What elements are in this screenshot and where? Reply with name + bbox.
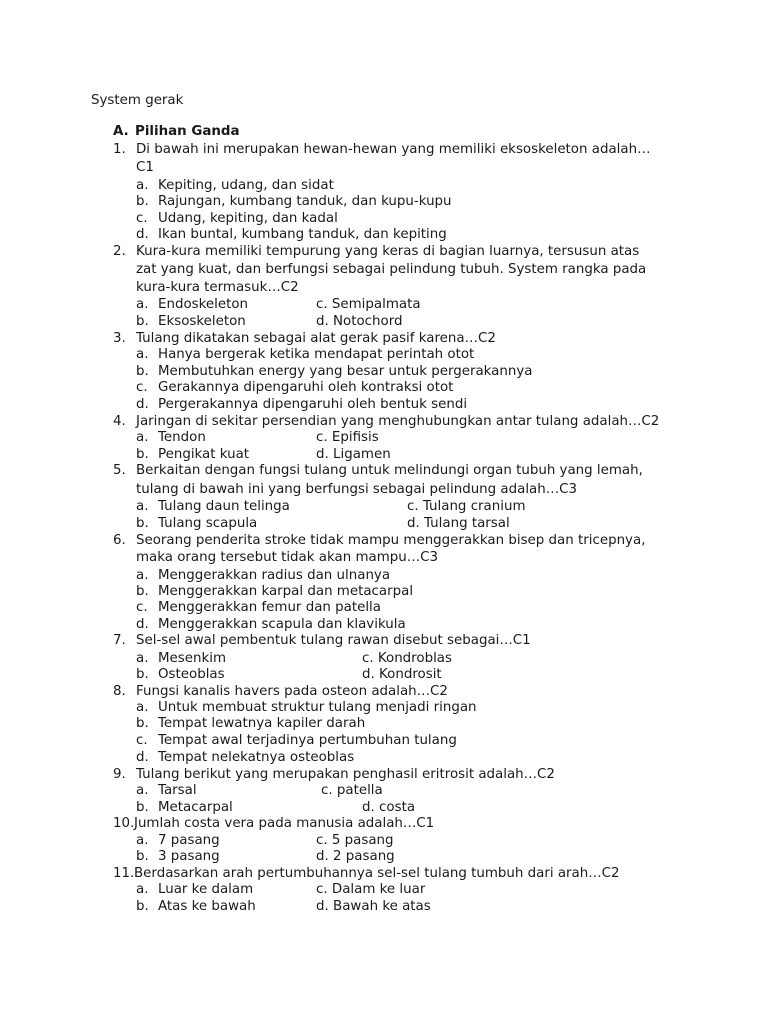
question-text: zat yang kuat, dan berfungsi sebagai pelindung tubuh. System rangka pada	[136, 262, 647, 277]
question-text: Di bawah ini merupakan hewan-hewan yang memiliki eksoskeleton adalah…	[136, 142, 651, 157]
option-letter: a.	[136, 568, 149, 583]
option-letter: c.	[136, 733, 148, 748]
option-second-column	[316, 313, 403, 330]
option-text: Untuk membuat struktur tulang menjadi ringan	[158, 700, 477, 715]
option-letter: b.	[136, 899, 149, 914]
question-text: maka orang tersebut tidak akan mampu…C3	[136, 550, 438, 565]
option-text: Osteoblas	[158, 667, 225, 682]
option-text: 3 pasang	[158, 849, 220, 864]
option-letter: c.	[407, 499, 419, 514]
question-text: Jumlah costa vera pada manusia adalah…C1	[134, 816, 435, 831]
option-second-column	[407, 498, 526, 515]
option-letter: d.	[136, 750, 149, 765]
option-second-column	[316, 429, 379, 446]
option-second-column	[316, 832, 394, 849]
option-text: Menggerakkan radius dan ulnanya	[158, 568, 391, 583]
option-text: Tempat nelekatnya osteoblas	[158, 750, 355, 765]
option-letter: c.	[136, 600, 148, 615]
option-letter: a.	[136, 833, 149, 848]
option-letter: b.	[136, 667, 149, 682]
option-text: Ligamen	[333, 447, 391, 462]
option-letter: c.	[136, 380, 148, 395]
question-number: 9.	[113, 767, 126, 782]
option-letter: b.	[136, 314, 149, 329]
option-letter: a.	[136, 499, 149, 514]
option-text: Atas ke bawah	[158, 899, 256, 914]
option-text: Tendon	[158, 430, 206, 445]
option-second-column	[316, 446, 391, 463]
option-text: Menggerakkan karpal dan metacarpal	[158, 584, 414, 599]
option-text: 5 pasang	[331, 833, 394, 848]
option-letter: d.	[362, 800, 375, 815]
question-text: Fungsi kanalis havers pada osteon adalah…C2	[136, 684, 448, 699]
option-text: Kepiting, udang, dan sidat	[158, 178, 334, 193]
option-letter: a.	[136, 297, 149, 312]
option-text: Menggerakkan scapula dan klavikula	[158, 617, 406, 632]
option-second-column	[316, 848, 395, 865]
section-title: Pilihan Ganda	[135, 124, 240, 139]
option-text: Kondrosit	[379, 667, 442, 682]
option-text: Hanya bergerak ketika mendapat perintah otot	[158, 347, 475, 362]
option-text: Tulang scapula	[158, 516, 258, 531]
section-heading	[113, 123, 240, 141]
option-letter: b.	[136, 194, 149, 209]
option-letter: c.	[316, 882, 328, 897]
question-text: kura-kura termasuk…C2	[136, 280, 299, 295]
option-letter: d.	[136, 397, 149, 412]
option-letter: a.	[136, 347, 149, 362]
option-text: Pergerakannya dipengaruhi oleh bentuk sendi	[158, 397, 468, 412]
option-text: Tulang cranium	[422, 499, 526, 514]
option-text: Eksoskeleton	[158, 314, 246, 329]
option-text: Pengikat kuat	[158, 447, 250, 462]
option-text: Membutuhkan energy yang besar untuk pergerakannya	[158, 364, 533, 379]
option-text: costa	[379, 800, 416, 815]
option-letter: b.	[136, 516, 149, 531]
option-second-column	[362, 650, 452, 667]
option-text: 7 pasang	[158, 833, 220, 848]
option-second-column	[362, 799, 415, 816]
option-text: Gerakannya dipengaruhi oleh kontraksi otot	[158, 380, 454, 395]
question-number: 1.	[113, 142, 126, 157]
option-letter: d.	[316, 849, 329, 864]
question-text: Tulang dikatakan sebagai alat gerak pasif karena…C2	[136, 331, 496, 346]
question-number: 3.	[113, 331, 126, 346]
question-text: Jaringan di sekitar persendian yang menghubungkan antar tulang adalah…C2	[136, 414, 660, 429]
option-text: 2 pasang	[333, 849, 395, 864]
question-text: Berkaitan dengan fungsi tulang untuk melindungi organ tubuh yang lemah,	[136, 463, 643, 478]
option-text: Dalam ke luar	[331, 882, 426, 897]
question-text: Kura-kura memiliki tempurung yang keras di bagian luarnya, tersusun atas	[136, 244, 640, 259]
option-text: Endoskeleton	[158, 297, 249, 312]
option-letter: d.	[316, 899, 329, 914]
option-second-column	[316, 881, 425, 898]
option-letter: a.	[136, 178, 149, 193]
option-second-column	[362, 666, 442, 683]
option-text: Tarsal	[158, 783, 197, 798]
option-second-column	[316, 898, 431, 915]
option-text: Tulang tarsal	[424, 516, 510, 531]
option-text: Menggerakkan femur dan patella	[158, 600, 381, 615]
option-second-column	[321, 782, 383, 799]
question-text: tulang di bawah ini yang berfungsi sebagai pelindung adalah…C3	[136, 482, 578, 497]
question-text: Berdasarkan arah pertumbuhannya sel-sel tulang tumbuh dari arah…C2	[134, 866, 620, 881]
option-letter: d.	[136, 617, 149, 632]
question-text: Tulang berikut yang merupakan penghasil eritrosit adalah…C2	[136, 767, 555, 782]
option-text: Rajungan, kumbang tanduk, dan kupu-kupu	[158, 194, 452, 209]
option-letter: d.	[362, 667, 375, 682]
option-letter: b.	[136, 364, 149, 379]
option-letter: c.	[316, 833, 328, 848]
option-text: Metacarpal	[158, 800, 233, 815]
question-text: Seorang penderita stroke tidak mampu menggerakkan bisep dan tricepnya,	[136, 533, 646, 548]
option-text: Notochord	[333, 314, 403, 329]
option-text: Epifisis	[331, 430, 379, 445]
option-letter: a.	[136, 700, 149, 715]
question-number: 7.	[113, 633, 126, 648]
option-text: Kondroblas	[377, 651, 452, 666]
question-text: Sel-sel awal pembentuk tulang rawan disebut sebagai…C1	[136, 633, 531, 648]
document-title: System gerak	[91, 93, 184, 108]
option-letter: c.	[321, 783, 333, 798]
option-letter: b.	[136, 849, 149, 864]
question-number: 6.	[113, 533, 126, 548]
option-letter: d.	[316, 447, 329, 462]
option-second-column	[407, 515, 510, 532]
option-second-column	[316, 296, 421, 313]
question-number: 4.	[113, 414, 126, 429]
question-number: 5.	[113, 463, 126, 478]
option-text: Semipalmata	[331, 297, 421, 312]
option-text: Tempat lewatnya kapiler darah	[158, 716, 366, 731]
option-letter: c.	[136, 211, 148, 226]
option-text: Luar ke dalam	[158, 882, 254, 897]
option-letter: b.	[136, 716, 149, 731]
question-number: 11.	[113, 866, 135, 881]
option-letter: a.	[136, 430, 149, 445]
option-text: Udang, kepiting, dan kadal	[158, 211, 338, 226]
option-letter: a.	[136, 783, 149, 798]
option-text: Mesenkim	[158, 651, 227, 666]
option-letter: b.	[136, 800, 149, 815]
question-number: 10.	[113, 816, 135, 831]
option-letter: d.	[316, 314, 329, 329]
question-number: 2.	[113, 244, 126, 259]
option-text: patella	[336, 783, 383, 798]
option-letter: c.	[316, 297, 328, 312]
option-letter: d.	[136, 227, 149, 242]
section-letter: A.	[113, 124, 129, 139]
option-letter: b.	[136, 584, 149, 599]
option-text: Tulang daun telinga	[158, 499, 290, 514]
option-letter: c.	[316, 430, 328, 445]
option-text: Bawah ke atas	[333, 899, 431, 914]
option-letter: d.	[407, 516, 420, 531]
option-letter: c.	[362, 651, 374, 666]
option-text: Tempat awal terjadinya pertumbuhan tulang	[158, 733, 457, 748]
option-letter: b.	[136, 447, 149, 462]
option-text: Ikan buntal, kumbang tanduk, dan kepiting	[158, 227, 447, 242]
option-letter: a.	[136, 651, 149, 666]
question-text: C1	[136, 160, 154, 175]
question-number: 8.	[113, 684, 126, 699]
option-letter: a.	[136, 882, 149, 897]
